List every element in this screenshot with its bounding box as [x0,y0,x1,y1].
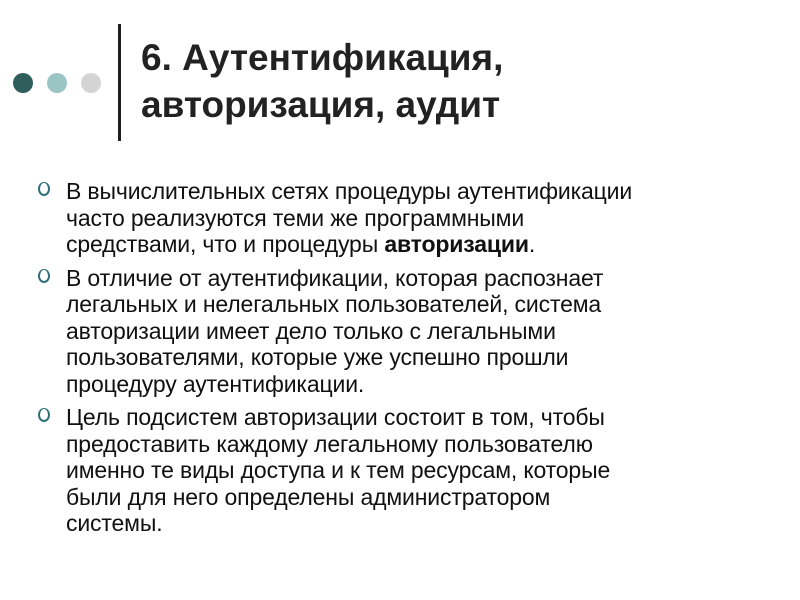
bullet-ring-icon [38,182,50,196]
bullet-item [36,404,792,537]
bullet-line: процедуру аутентификации. [66,370,365,397]
bullet-line: системы. [66,510,163,536]
bullet-item [36,178,792,258]
decor-dot-dark [13,73,33,93]
bullet-ring-icon [38,269,50,283]
bullet-line: авторизации имеет дело только с легальными [66,317,556,344]
bullet-line: именно те виды доступа и к тем ресурсам, которые [66,457,611,483]
slide-title [141,34,781,128]
decor-dot-gray [81,73,101,93]
title-line: авторизация, аудит [141,84,501,125]
bullet-item [36,265,792,398]
bullet-text: средствами, что и процедуры [66,231,385,257]
bullet-line: пользователями, которые уже успешно прошли [66,344,569,370]
title-divider [118,24,121,141]
bullet-line: легальных и нелегальных пользователей, система [66,291,602,317]
bullet-ring-icon [38,408,50,422]
bullet-line: В вычислительных сетях процедуры аутентификации [66,178,633,204]
decor-dot-light [47,73,67,93]
bullet-line: Цель подсистем авторизации состоит в том, чтобы [66,404,605,430]
bullet-line-mixed [66,231,792,258]
title-line: 6. Аутентификация, [141,37,504,78]
bullet-line: предоставить каждому легальному пользователю [66,430,593,457]
bullet-line: В отличие от аутентификации, которая распознает [66,264,604,291]
bullet-line: часто реализуются теми же программными [66,204,525,231]
bullet-text: . [528,231,536,257]
bullet-line: были для него определены администратором [66,483,551,510]
bullet-list [36,178,792,544]
bullet-bold-term: авторизации [384,231,529,257]
